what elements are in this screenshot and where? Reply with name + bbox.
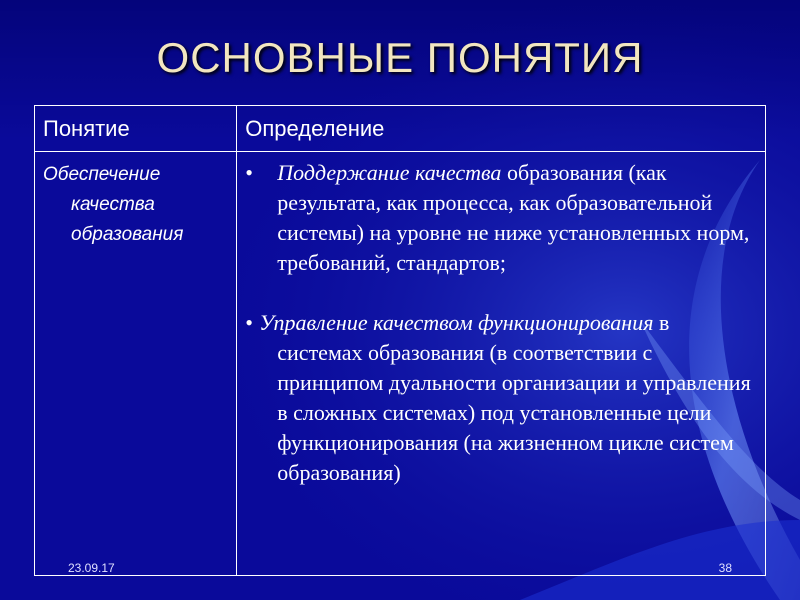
definition-item-text: в системах образования (в соответствии с принципом дуальности организации и управления в сложных системах) под установленные цели функционирования (на жизненном цикле систем образования): [277, 310, 751, 485]
definition-item-emphasis: Управление качеством функционирования: [259, 310, 654, 335]
definition-item-emphasis: Поддержание качества: [277, 160, 502, 185]
definition-item-text: образования (как результата, как процесса, как образовательной системы) на уровне не ниже установленных норм, требований, стандартов;: [277, 160, 750, 275]
definition-item: [245, 308, 755, 488]
definition-item: [245, 158, 755, 278]
slide-title: ОСНОВНЫЕ ПОНЯТИЯ: [156, 34, 644, 81]
slide-date: 23.09.17: [68, 561, 115, 575]
concepts-table: [34, 105, 766, 576]
table-row: [35, 152, 766, 576]
header-term: Понятие: [35, 106, 237, 152]
term-line: Обеспечение: [43, 164, 161, 185]
bullet-icon: •: [245, 310, 253, 335]
slide-page-number: 38: [718, 561, 732, 575]
term-line: качества: [71, 194, 155, 215]
term-line: образования: [71, 224, 184, 245]
definition-cell: [237, 152, 766, 576]
header-definition: Определение: [237, 106, 766, 152]
bullet-icon: •: [245, 160, 253, 185]
table-header-row: [35, 106, 766, 152]
term-cell: [35, 152, 237, 576]
